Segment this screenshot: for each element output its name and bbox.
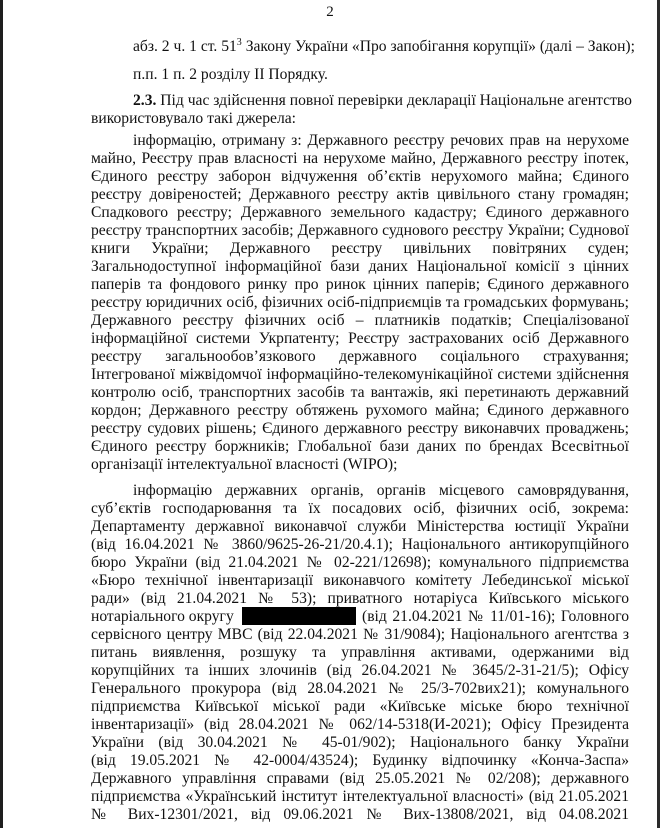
paragraph-line: інформацію державних органів, органів місцевого самоврядування, — [133, 482, 629, 499]
paragraph-line: Загальнодоступної інформаційної бази даних Національної комісії з цінних — [91, 258, 629, 275]
scan-border-left — [0, 0, 3, 828]
reference-law-suffix: Закону України «Про запобігання корупції» (далі – Закон); — [241, 38, 635, 55]
reference-law-prefix: абз. 2 ч. 1 ст. 51 — [133, 38, 237, 55]
reference-law-superscript: 3 — [236, 36, 242, 48]
section-intro-line-2: використовувало такі джерела: — [91, 110, 296, 127]
paragraph-line: інформацію, отриману з: Державного реєстру речових прав на нерухоме — [133, 132, 629, 149]
paragraph-line: Єдиного реєстру заборон відчуження об’єктів нерухомого майна; Єдиного — [91, 168, 629, 185]
section-number: 2.3. — [133, 92, 157, 109]
paragraph-line: ради» (від 21.04.2021 № 53); приватного нотаріуса Київського міського — [91, 590, 629, 607]
reference-line-procedure: п.п. 1 п. 2 розділу ІІ Порядку. — [133, 66, 328, 83]
section-heading-line — [133, 91, 632, 111]
notary-district-suffix: (від 21.04.2021 № 11/01-16); Головного — [362, 608, 629, 625]
paragraph-line: реєстру довіреностей; Державного реєстру актів цивільного стану громадян; — [91, 186, 629, 203]
paragraph-line: підприємства Київської міської ради «Київське міське бюро технічної — [91, 698, 629, 715]
paragraph-line: сервісного центру МВС (від 22.04.2021 № 31/9084); Національного агентства з — [91, 626, 629, 643]
paragraph-line: реєстру загальнообов’язкового державного соціального страхування; — [91, 348, 629, 365]
paragraph-line: реєстру юридичних осіб, фізичних осіб-підприємців та громадських формувань; — [91, 294, 629, 311]
paragraph-line: Державного реєстру фізичних осіб – платників податків; Спеціалізованої — [91, 312, 629, 329]
paragraph-line: Генерального прокурора (від 28.04.2021 № 25/3-702вих21); комунального — [91, 680, 629, 697]
paragraph-line: Державного управління справами (від 25.05.2021 № 02/208); державного — [91, 770, 629, 787]
paragraph-line: інвентаризації» (від 28.04.2021 № 062/14-5318(И-2021); Офісу Президента — [91, 716, 629, 733]
paragraph-line: корупційних та інших злочинів (від 26.04.2021 № 3645/2-31-21/5); Офісу — [91, 662, 629, 679]
paragraph-line: книги України; Державного реєстру цивільних повітряних суден; — [91, 240, 629, 257]
paragraph-line: (від 16.04.2021 № 3860/9625-26-21/20.4.1); Національного антикорупційного — [91, 536, 629, 553]
paragraph-line: Єдиного реєстру боржників; Глобальної бази даних по брендах Всесвітньої — [91, 438, 629, 455]
page-number: 2 — [326, 4, 334, 20]
notary-district-prefix: нотаріального округу — [91, 608, 234, 625]
paragraph-line: майно, Реєстру прав власності на нерухоме майно, Державного реєстру іпотек, — [91, 150, 629, 167]
paragraph-line: Спадкового реєстру; Державного земельного кадастру; Єдиного державного — [91, 204, 629, 221]
paragraph-line: паперів та фондового ринку про ринок цінних паперів; Єдиного державного — [91, 276, 629, 293]
paragraph-line: «Бюро технічної інвентаризації виконавчого комітету Лебединської міської — [91, 572, 629, 589]
paragraph-line: підприємства «Український інститут інтелектуальної власності» (від 21.05.2021 — [91, 788, 629, 805]
paragraph-line: реєстру транспортних засобів; Державного суднового реєстру України; Суднової — [91, 222, 629, 239]
paragraph-line: Інтегрованої міжвідомчої інформаційно-телекомунікаційної системи здійснення — [91, 366, 629, 383]
paragraph-line: реєстру судових рішень; Єдиного державного реєстру виконавчих проваджень; — [91, 420, 629, 437]
paragraph-line: організації інтелектуальної власності (WIPO); — [91, 456, 398, 473]
section-intro-text: Під час здійснення повної перевірки декларації Національне агентство — [156, 92, 632, 109]
paragraph-line: України (від 30.04.2021 № 45-01/902); Національного банку України — [91, 734, 629, 751]
paragraph-line: контролю осіб, транспортних засобів та вантажів, які перетинають державний — [91, 384, 629, 401]
redaction-block — [242, 607, 356, 625]
paragraph-line: Департаменту державної виконавчої служби Міністерства юстиції України — [91, 518, 629, 535]
paragraph-line: питань виявлення, розшуку та управління активами, одержаними від — [91, 644, 629, 661]
paragraph-line: інформаційної системи Укрпатенту; Реєстру застрахованих осіб Державного — [91, 330, 629, 347]
paragraph-line: бюро України (від 21.04.2021 № 02-221/12698); комунального підприємства — [91, 554, 629, 571]
paragraph-line: суб’єктів господарювання та їх посадових осіб, фізичних осіб, зокрема: — [91, 500, 629, 517]
paragraph-line: № Вих-12301/2021, від 09.06.2021 № Вих-13808/2021, від 04.08.2021 — [91, 806, 629, 823]
paragraph-line: (від 19.05.2021 № 42-0004/43524); Будинку відпочинку «Конча-Заспа» — [91, 752, 629, 769]
paragraph-line: кордон; Державного реєстру обтяжень рухомого майна; Єдиного державного — [91, 402, 629, 419]
reference-line-law — [133, 37, 635, 57]
